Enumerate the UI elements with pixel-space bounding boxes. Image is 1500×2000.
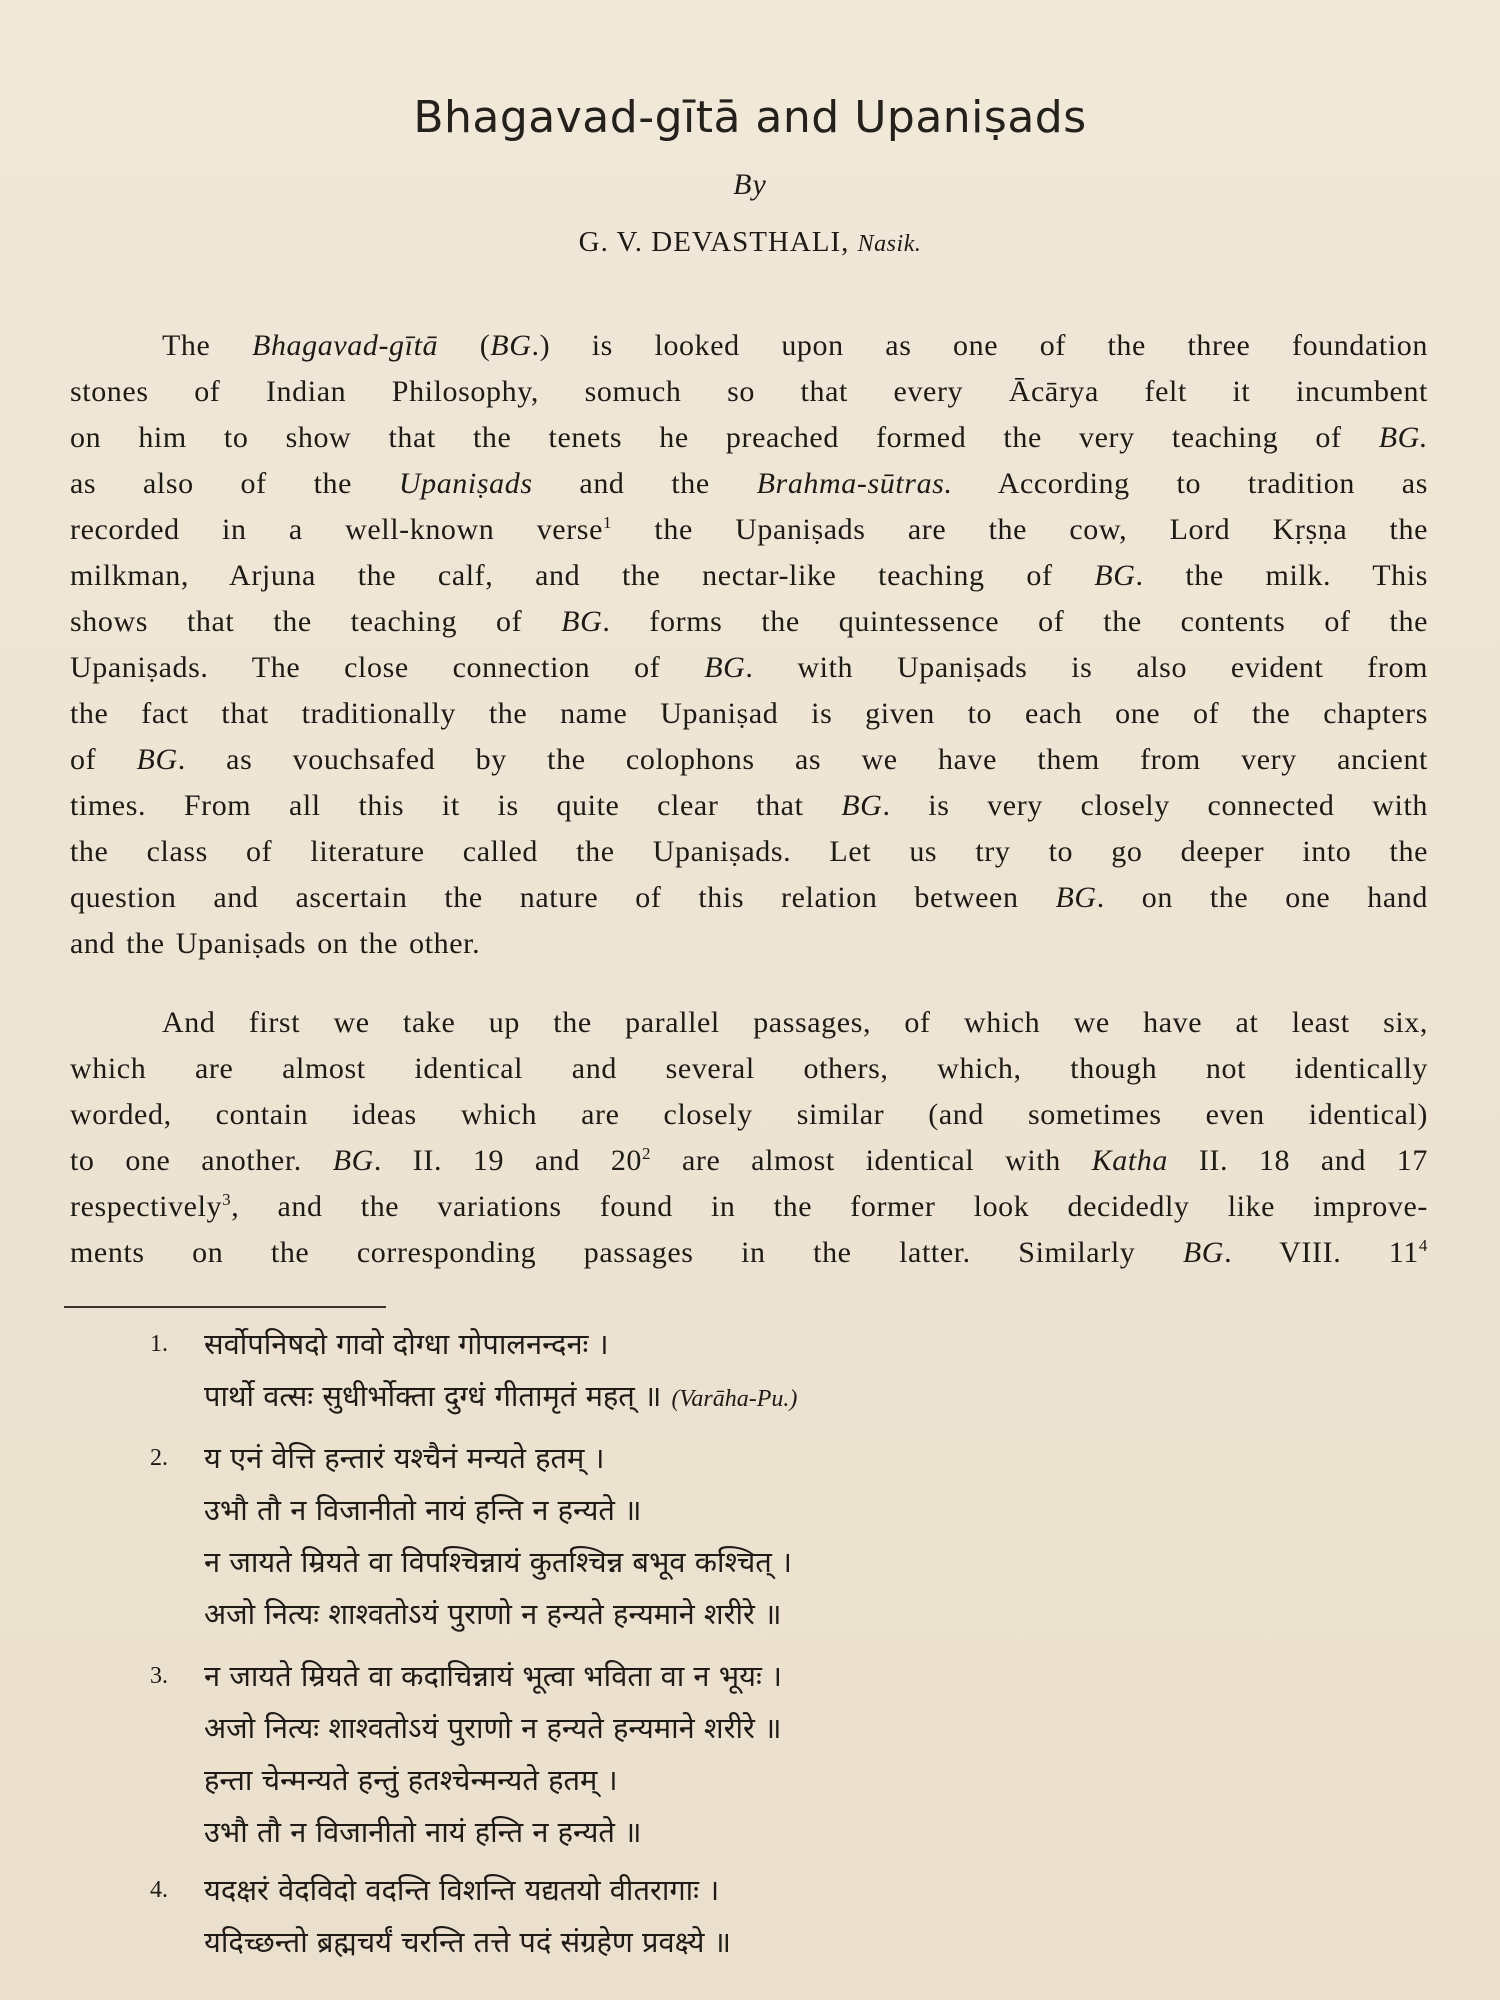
footnote-ref: 3 xyxy=(222,1190,232,1209)
footnote-ref: 4 xyxy=(1418,1236,1429,1255)
footnote-2 xyxy=(150,1432,1300,1640)
footnote-4 xyxy=(150,1864,1300,1968)
verse-line: सर्वोपनिषदो गावो दोग्धा गोपालनन्दनः । xyxy=(204,1327,609,1361)
text-line: which are almost identical and several others, which, though not identically xyxy=(70,1052,1428,1085)
text-line: ments on the corresponding passages in the latter. Similarly BG. VIII. $11^4$ xyxy=(70,1236,1429,1269)
footnote-number: 4. xyxy=(150,1877,168,1903)
text-line: as also of the Upaniṣads and the Brahma-sūtras. According to tradition as xyxy=(70,467,1428,500)
verse-line: पार्थो वत्सः सुधीर्भोक्ता दुग्धं गीतामृतं महत् ॥ (Varāha-Pu.) xyxy=(204,1379,798,1413)
author-name: G. V. DEVASTHALI, xyxy=(578,226,850,258)
footnote-source: (Varāha-Pu.) xyxy=(671,1386,798,1412)
text-line: shows that the teaching of BG. forms the quintessence of the contents of the xyxy=(70,605,1428,638)
text-line: And first we take up the parallel passages, of which we have at least six, xyxy=(162,1006,1428,1039)
text-line: respectively$^3$, and the variations found in the former look decidedly like improve- xyxy=(70,1190,1428,1223)
author-place: Nasik. xyxy=(857,231,922,257)
text-line: of BG. as vouchsafed by the colophons as we have them from very ancient xyxy=(70,743,1428,776)
text-line: worded, contain ideas which are closely similar (and sometimes even identical) xyxy=(70,1098,1428,1131)
footnote-number: 2. xyxy=(150,1445,168,1471)
text-line: The Bhagavad-gītā (BG.) is looked upon as one of the three foundation xyxy=(162,329,1428,362)
text-line: Upaniṣads. The close connection of BG. with Upaniṣads is also evident from xyxy=(70,651,1429,684)
footnote-3 xyxy=(150,1650,1300,1858)
verse-line: यदक्षरं वेदविदो वदन्ति विशन्ति यद्यतयो वीतरागाः । xyxy=(204,1873,720,1907)
text-line: on him to show that the tenets he preached formed the very teaching of BG. xyxy=(70,421,1428,454)
text-line: and the Upaniṣads on the other. xyxy=(70,927,481,960)
paragraph-1 xyxy=(70,323,1428,967)
footnote-ref: 1 xyxy=(603,513,613,532)
paragraph-2 xyxy=(70,1000,1428,1276)
footnote-number: 3. xyxy=(150,1663,168,1689)
text-line: times. From all this it is quite clear that BG. is very closely connected with xyxy=(70,789,1428,822)
text-line: to one another. BG. II. 19 and $20^2$ are almost identical with Katha II. 18 and 17 xyxy=(70,1144,1429,1177)
verse-line: उभौ तौ न विजानीतो नायं हन्ति न हन्यते ॥ xyxy=(204,1815,642,1849)
verse-line: यदिच्छन्तो ब्रह्मचर्यं चरन्ति तत्ते पदं संग्रहेण प्रवक्ष्ये ॥ xyxy=(204,1925,731,1959)
verse-line: न जायते म्रियते वा कदाचिन्नायं भूत्वा भविता वा न भूयः । xyxy=(204,1659,783,1693)
verse-line: हन्ता चेन्मन्यते हन्तुं हतश्चेन्मन्यते हतम् । xyxy=(204,1763,618,1797)
footnote-divider xyxy=(64,1306,386,1308)
footnote-number: 1. xyxy=(150,1331,168,1357)
author-line xyxy=(0,226,1500,259)
verse-line: य एनं वेत्ति हन्तारं यश्चैनं मन्यते हतम् । xyxy=(204,1441,605,1475)
text-line: recorded in a well-known verse$^1$ the Upaniṣads are the cow, Lord Kṛṣṇa the xyxy=(70,513,1428,546)
text-line: question and ascertain the nature of this relation between BG. on the one hand xyxy=(70,881,1428,914)
footnote-ref: 2 xyxy=(642,1144,652,1163)
article-title: Bhagavad-gītā and Upaniṣads xyxy=(413,92,1087,143)
footnote-1 xyxy=(150,1318,1300,1425)
text-line: the class of literature called the Upaniṣads. Let us try to go deeper into the xyxy=(70,835,1428,868)
byline-by: By xyxy=(733,168,767,201)
text-line: milkman, Arjuna the calf, and the nectar-like teaching of BG. the milk. This xyxy=(70,559,1428,592)
verse-line: उभौ तौ न विजानीतो नायं हन्ति न हन्यते ॥ xyxy=(204,1493,642,1527)
verse-line: अजो नित्यः शाश्वतोऽयं पुराणो न हन्यते हन्यमाने शरीरे ॥ xyxy=(204,1597,782,1631)
text-line: the fact that traditionally the name Upaniṣad is given to each one of the chapters xyxy=(70,697,1428,730)
verse-line: अजो नित्यः शाश्वतोऽयं पुराणो न हन्यते हन्यमाने शरीरे ॥ xyxy=(204,1711,782,1745)
verse-line: न जायते म्रियते वा विपश्चिन्नायं कुतश्चिन्न बभूव कश्चित् । xyxy=(204,1545,792,1579)
text-line: stones of Indian Philosophy, somuch so that every Ācārya felt it incumbent xyxy=(70,375,1428,408)
